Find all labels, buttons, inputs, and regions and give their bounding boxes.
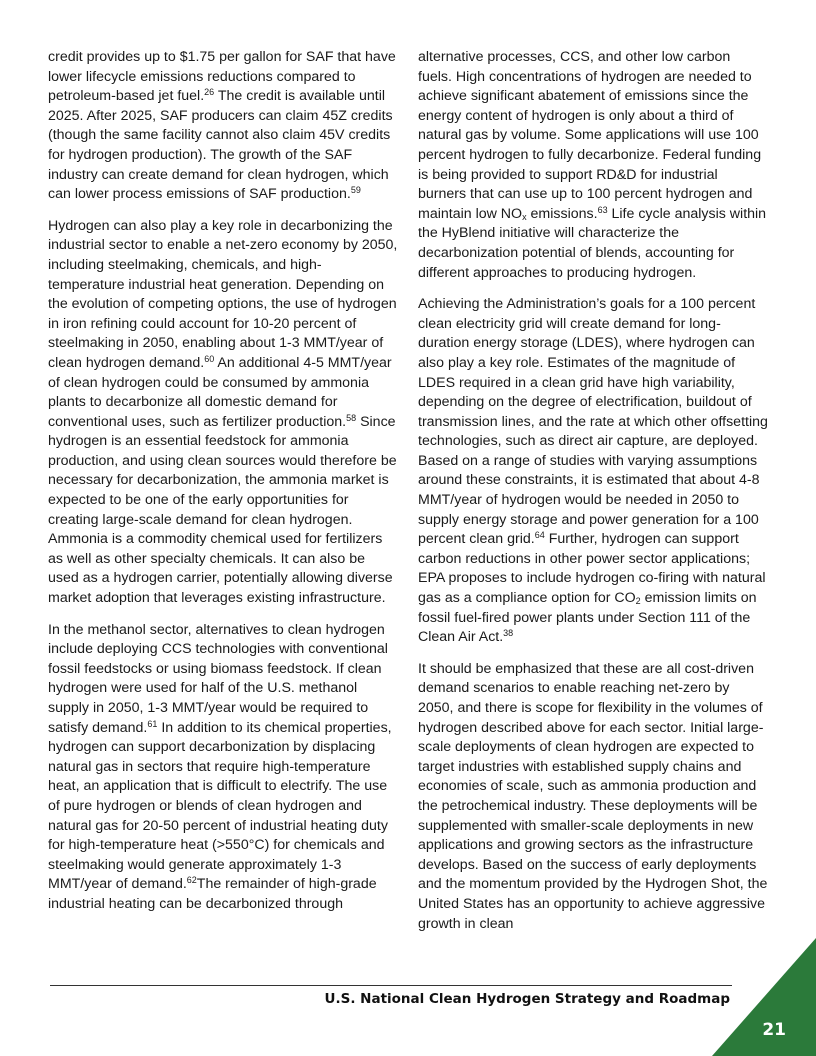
footnote-ref: 62 (186, 875, 197, 886)
footer-divider (50, 985, 732, 986)
page-number: 21 (762, 1020, 786, 1040)
footnote-ref: 58 (346, 412, 357, 423)
footnote-ref: 61 (147, 718, 158, 729)
footnote-ref: 60 (204, 353, 215, 364)
paragraph-alternative-processes: alternative processes, CCS, and other low carbon fuels. High concentrations of hydrogen are needed to achieve significant abatement of emissions since the energy content of hydrogen is only about a third of natural gas by volume. Some applications will use 100 percent hydrogen to fully decarbonize. Federal funding is being provided to support RD&D for industrial burners that can use up to 100 percent hydrogen and maintain low $NO_x$ emissions.$^{63}$ Life cycle analysis within the HyBlend initiative will characterize the decarbonization potential of blends, accounting for different approaches to producing hydrogen. (418, 49, 767, 281)
paragraph-methanol-sector: In the methanol sector, alternatives to clean hydrogen include deploying CCS technologies with conventional fossil feedstocks or using biomass feedstock. If clean hydrogen were used for half of the U.S. methanol supply in 2050, 1-3 MMT/year would be required to satisfy demand.$^{61}$ In addition to its chemical properties, hydrogen can support decarbonization by displacing natural gas in sectors that require high-temperature heat, an application that is difficult to electrify. The use of pure hydrogen or blends of clean hydrogen and natural gas for 20-50 percent of industrial heating duty for high-temperature heat (>550°C) for chemicals and steelmaking would generate approximately 1-3 MMT/year of demand.$^{62}$The remainder of high-grade industrial heating can be decarbonized through (48, 621, 392, 912)
left-column (48, 48, 398, 927)
footnote-ref: 38 (503, 628, 514, 639)
right-column (418, 48, 768, 946)
subscript: x (522, 211, 527, 222)
footer-title: U.S. National Clean Hydrogen Strategy and Roadmap (324, 991, 730, 1007)
footnote-ref: 64 (534, 530, 545, 541)
footnote-ref: 63 (597, 204, 608, 215)
subscript: 2 (635, 596, 641, 607)
footnote-ref: 26 (204, 87, 215, 98)
footnote-ref: 59 (350, 185, 361, 196)
paragraph-industrial-sector: Hydrogen can also play a key role in decarbonizing the industrial sector to enable a net-zero economy by 2050, including steelmaking, chemicals, and high-temperature industrial heat generation. Depending on the evolution of competing options, the use of hydrogen in iron refining could account for 10-20 percent of steelmaking in 2050, enabling about 1-3 MMT/year of clean hydrogen demand.$^{60}$ An additional 4-5 MMT/year of clean hydrogen could be consumed by ammonia plants to decarbonize all domestic demand for conventional uses, such as fertilizer production.$^{58}$ Since hydrogen is an essential feedstock for ammonia production, and using clean sources would therefore be necessary for decarbonization, the ammonia market is expected to be one of the early opportunities for creating large-scale demand for clean hydrogen. Ammonia is a commodity chemical used for fertilizers as well as other specialty chemicals. It can also be used as a hydrogen carrier, potentially allowing diverse market adoption that leverages existing infrastructure. (48, 217, 398, 607)
paragraph-demand-scenarios: It should be emphasized that these are all cost-driven demand scenarios to enable reaching net-zero by 2050, and there is scope for flexibility in the volumes of hydrogen described above for each sector. Initial large-scale deployments of clean hydrogen are expected to target industries with established supply chains and economies of scale, such as ammonia production and the petrochemical industry. These deployments will be supplemented with smaller-scale deployments in new applications and growing sectors as the infrastructure develops. Based on the success of early deployments and the momentum provided by the Hydrogen Shot, the United States has an opportunity to achieve aggressive growth in clean (418, 660, 768, 932)
paragraph-saf-credit: credit provides up to $1.75 per gallon for SAF that have lower lifecycle emissions reductions compared to petroleum-based jet fuel.$^{26}$ The credit is available until 2025. After 2025, SAF producers can claim 45Z credits (though the same facility cannot also claim 45V credits for hydrogen production). The growth of the SAF industry can create demand for clean hydrogen, which can lower process emissions of SAF production.$^{59}$ (48, 49, 396, 203)
paragraph-clean-grid: Achieving the Administration’s goals for a 100 percent clean electricity grid will create demand for long-duration energy storage (LDES), where hydrogen can also play a key role. Estimates of the magnitude of LDES required in a clean grid have high variability, depending on the degree of electrification, buildout of transmission lines, and the rate at which other offsetting technologies, such as direct air capture, are deployed. Based on a range of studies with varying assumptions around these constraints, it is estimated that about 4-8 MMT/year of hydrogen would be needed in 2050 to supply energy storage and power generation for a 100 percent clean grid.$^{64}$ Further, hydrogen can support carbon reductions in other power sector applications; EPA proposes to include hydrogen co-firing with natural gas as a compliance option for $CO_2$ emission limits on fossil fuel-fired power plants under Section 111 of the Clean Air Act.$^{38}$ (418, 296, 768, 646)
